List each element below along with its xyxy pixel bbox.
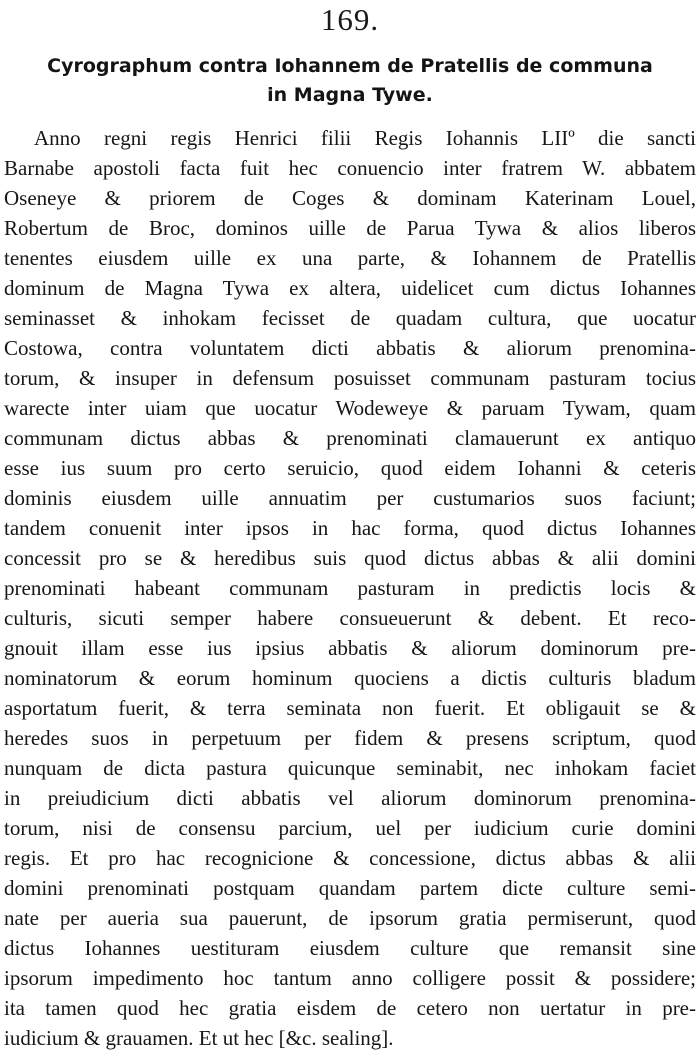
text-line: ita tamen quod hec gratia eisdem de cetero non uertatur in pre- <box>4 996 696 1020</box>
text-line: ipsorum impedimento hoc tantum anno colligere possit & possidere; <box>4 966 696 990</box>
text-line: dominum de Magna Tywa ex altera, uidelicet cum dictus Iohannes <box>4 276 696 300</box>
charter-heading <box>8 52 692 110</box>
text-line: nate per aueria sua pauerunt, de ipsorum gratia permiserunt, quod <box>4 906 696 930</box>
text-line: torum, nisi de consensu parcium, uel per iudicium curie domini <box>4 816 696 840</box>
text-line: dominis eiusdem uille annuatim per custumarios suos faciunt; <box>4 486 696 510</box>
text-line: seminasset & inhokam fecisset de quadam cultura, que uocatur <box>4 306 696 330</box>
text-line: prenominati habeant communam pasturam in predictis locis & <box>4 576 696 600</box>
text-line: esse ius suum pro certo seruicio, quod eidem Iohanni & ceteris <box>4 456 696 480</box>
text-line: domini prenominati postquam quandam partem dicte culture semi- <box>4 876 696 900</box>
text-line: Robertum de Broc, dominos uille de Parua Tywa & alios liberos <box>4 216 696 240</box>
text-line: Anno regni regis Henrici filii Regis Iohannis LIIº die sancti <box>34 126 696 150</box>
text-line: in preiudicium dicti abbatis vel aliorum dominorum prenomina- <box>4 786 696 810</box>
text-line: regis. Et pro hac recognicione & concessione, dictus abbas & alii <box>4 846 696 870</box>
text-line: heredes suos in perpetuum per fidem & presens scriptum, quod <box>4 726 696 750</box>
heading-line: in Magna Tywe. <box>267 84 433 106</box>
text-line: dictus Iohannes uestituram eiusdem culture que remansit sine <box>4 936 696 960</box>
text-line: nunquam de dicta pastura quicunque seminabit, nec inhokam faciet <box>4 756 696 780</box>
text-line: Costowa, contra voluntatem dicti abbatis & aliorum prenomina- <box>4 336 696 360</box>
text-line: iudicium & grauamen. Et ut hec [&c. sealing]. <box>4 1026 394 1050</box>
text-line: warecte inter uiam que uocatur Wodeweye & paruam Tywam, quam <box>4 396 696 420</box>
text-line: culturis, sicuti semper habere consueuerunt & debent. Et reco- <box>4 606 696 630</box>
text-line: communam dictus abbas & prenominati clamauerunt ex antiquo <box>4 426 696 450</box>
text-line: Barnabe apostoli facta fuit hec conuencio inter fratrem W. abbatem <box>4 156 696 180</box>
page-number: 169. <box>320 2 380 37</box>
text-line: torum, & insuper in defensum posuisset communam pasturam tocius <box>4 366 696 390</box>
text-line: asportatum fuerit, & terra seminata non fuerit. Et obligauit se & <box>4 696 696 720</box>
text-line: gnouit illam esse ius ipsius abbatis & aliorum dominorum pre- <box>4 636 696 660</box>
text-line: concessit pro se & heredibus suis quod dictus abbas & alii domini <box>4 546 696 570</box>
text-line: tandem conuenit inter ipsos in hac forma, quod dictus Iohannes <box>4 516 696 540</box>
heading-line: Cyrographum contra Iohannem de Pratellis de communa <box>47 55 653 77</box>
charter-text <box>4 123 696 1053</box>
text-line: tenentes eiusdem uille ex una parte, & Iohannem de Pratellis <box>4 246 696 270</box>
text-line: Oseneye & priorem de Coges & dominam Katerinam Louel, <box>4 186 696 210</box>
text-line: nominatorum & eorum hominum quociens a dictis culturis bladum <box>4 666 696 690</box>
